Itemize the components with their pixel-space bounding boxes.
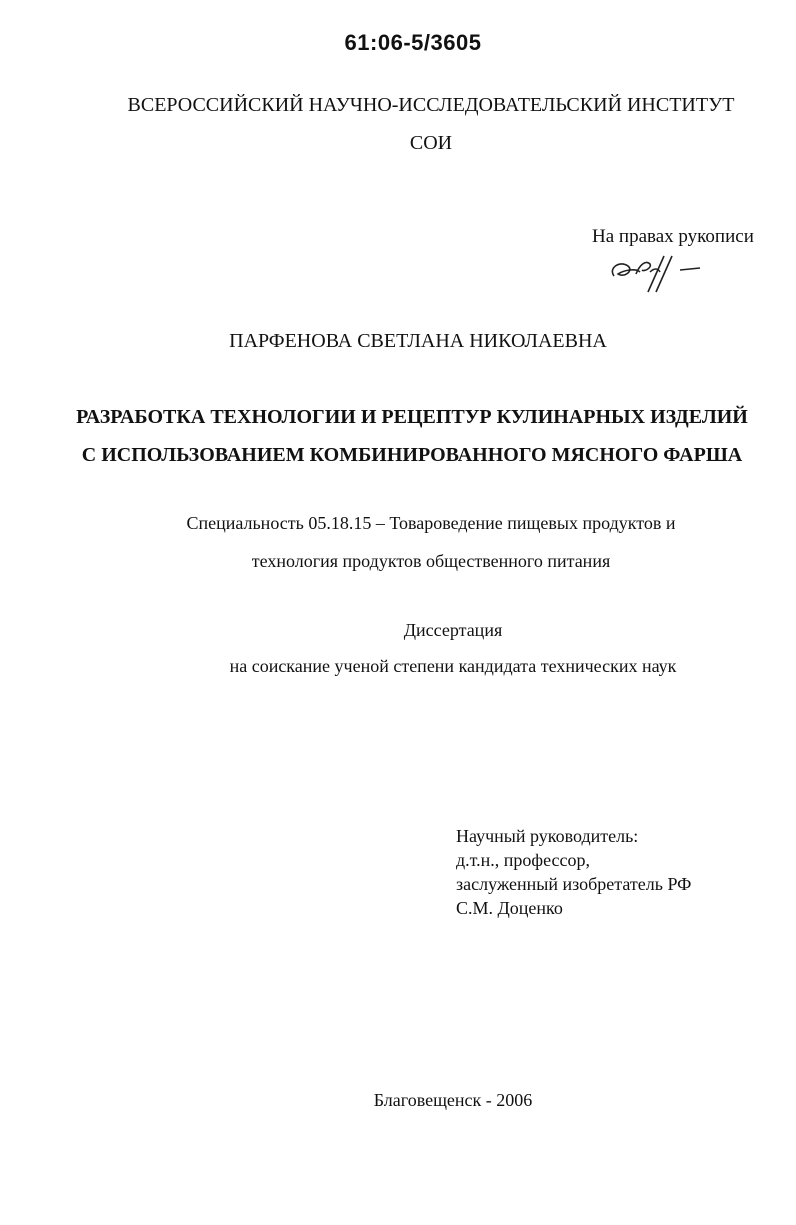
dissertation-line-1: Диссертация: [403, 620, 503, 640]
supervisor-degree: д.т.н., профессор,: [456, 850, 591, 870]
supervisor-label: Научный руководитель:: [456, 826, 639, 846]
title-line-2: С ИСПОЛЬЗОВАНИЕМ КОМБИНИРОВАННОГО МЯСНОГО ФАРША: [81, 444, 743, 466]
title-line-1: РАЗРАБОТКА ТЕХНОЛОГИИ И РЕЦЕПТУР КУЛИНАРНЫХ ИЗДЕЛИЙ: [76, 406, 748, 428]
place-year: Благовещенск - 2006: [373, 1090, 533, 1110]
manuscript-note: На правах рукописи: [592, 226, 754, 247]
institute-line-1: ВСЕРОССИЙСКИЙ НАУЧНО-ИССЛЕДОВАТЕЛЬСКИЙ ИНСТИТУТ: [127, 94, 735, 116]
archive-code: 61:06-5/3605: [344, 30, 482, 55]
supervisor-name: С.М. Доценко: [456, 898, 563, 918]
supervisor-block: [456, 824, 691, 920]
dissertation-type: [0, 612, 796, 684]
dissertation-line-2: на соискание ученой степени кандидата технических наук: [229, 656, 677, 676]
institute-name: [0, 86, 796, 162]
handwritten-signature-icon: [606, 246, 706, 296]
institute-line-2: СОИ: [409, 132, 453, 154]
specialty-line-1: Специальность 05.18.15 – Товароведение пищевых продуктов и: [186, 513, 676, 533]
specialty: [0, 504, 796, 580]
supervisor-honor: заслуженный изобретатель РФ: [456, 874, 692, 894]
specialty-line-2: технология продуктов общественного питания: [251, 551, 611, 571]
dissertation-title: [0, 398, 796, 474]
author-name: ПАРФЕНОВА СВЕТЛАНА НИКОЛАЕВНА: [229, 330, 607, 352]
